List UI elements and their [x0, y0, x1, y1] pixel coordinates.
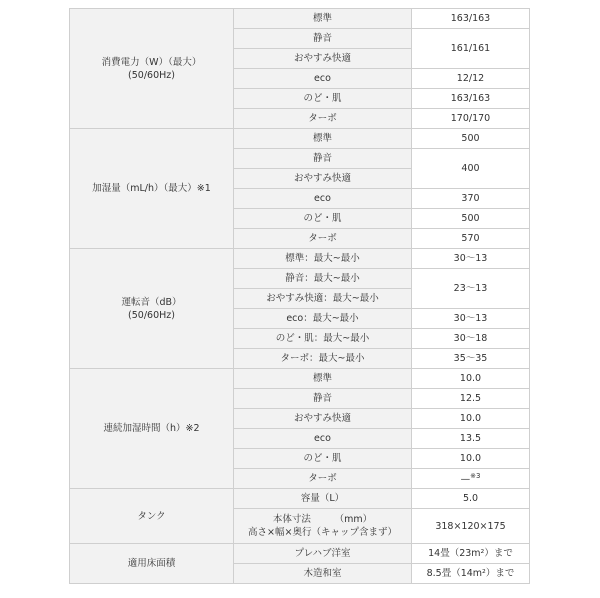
table-row [70, 9, 530, 29]
category-label: タンク [137, 510, 166, 522]
spec-value: 10.0 [412, 369, 530, 389]
mode-label: 静音 [234, 29, 412, 49]
mode-label: のど・肌 [234, 449, 412, 469]
mode-label: 容量（L） [234, 489, 412, 509]
spec-value: 5.0 [412, 489, 530, 509]
table-row [70, 249, 530, 269]
mode-label: プレハブ洋室 [234, 544, 412, 564]
mode-label: 標準：最大~最小 [234, 249, 412, 269]
spec-value: 500 [412, 209, 530, 229]
mode-label: eco [234, 429, 412, 449]
mode-label: 静音 [234, 149, 412, 169]
spec-value: 30～13 [412, 249, 530, 269]
category-cell-tank [70, 489, 234, 544]
mode-label: eco [234, 69, 412, 89]
mode-label: 静音 [234, 389, 412, 409]
mode-label: ターボ [234, 109, 412, 129]
spec-value: 10.0 [412, 409, 530, 429]
spec-value: 163/163 [412, 9, 530, 29]
mode-label: eco [234, 189, 412, 209]
mode-label: のど・肌：最大~最小 [234, 329, 412, 349]
category-cell-continuous-time [70, 369, 234, 489]
category-label: 連続加湿時間（h）※2 [103, 423, 200, 434]
mode-label-dimensions [234, 509, 412, 544]
table-row [70, 129, 530, 149]
spec-value: 370 [412, 189, 530, 209]
category-cell-power [70, 9, 234, 129]
spec-value-text: — [460, 474, 471, 486]
spec-value: 10.0 [412, 449, 530, 469]
category-cell-humidification [70, 129, 234, 249]
mode-label: 標準 [234, 9, 412, 29]
category-label: 適用床面積 [127, 558, 176, 569]
dimension-sublabel: 高さ×幅×奥行（キャップ含まず） [248, 527, 397, 538]
spec-value: 500 [412, 129, 530, 149]
mode-label: 標準 [234, 129, 412, 149]
mode-label: 木造和室 [234, 564, 412, 584]
mode-label: ターボ [234, 469, 412, 489]
spec-value: 14畳（23m²）まで [412, 544, 530, 564]
mode-label: ターボ：最大~最小 [234, 349, 412, 369]
category-cell-floor-area [70, 544, 234, 584]
spec-value: 163/163 [412, 89, 530, 109]
spec-value: 12.5 [412, 389, 530, 409]
spec-value: 170/170 [412, 109, 530, 129]
spec-value: 30～13 [412, 309, 530, 329]
spec-value [412, 469, 530, 489]
mode-label: おやすみ快適 [234, 409, 412, 429]
spec-value: 35～35 [412, 349, 530, 369]
category-sublabel: (50/60Hz) [128, 69, 175, 81]
category-sublabel: (50/60Hz) [128, 309, 175, 321]
spec-value: 12/12 [412, 69, 530, 89]
spec-value: 8.5畳（14m²）まで [412, 564, 530, 584]
spec-table [69, 8, 530, 584]
table-row [70, 489, 530, 509]
mode-label: のど・肌 [234, 209, 412, 229]
spec-value: 318×120×175 [412, 509, 530, 544]
mode-label: ターボ [234, 229, 412, 249]
mode-label: おやすみ快適：最大~最小 [234, 289, 412, 309]
mode-label: のど・肌 [234, 89, 412, 109]
category-label: 消費電力（W）（最大） [101, 56, 202, 68]
spec-value: 23～13 [412, 269, 530, 309]
spec-value: 400 [412, 149, 530, 189]
mode-label: おやすみ快適 [234, 169, 412, 189]
spec-value: 30～18 [412, 329, 530, 349]
spec-value: 13.5 [412, 429, 530, 449]
mode-label: 静音：最大~最小 [234, 269, 412, 289]
mode-label: 標準 [234, 369, 412, 389]
category-label: 加湿量（mL/h）（最大）※1 [92, 183, 211, 194]
dimension-label: 本体寸法 （mm） [272, 514, 373, 525]
footnote-marker: ※3 [470, 472, 481, 481]
mode-label: おやすみ快適 [234, 49, 412, 69]
spec-value: 570 [412, 229, 530, 249]
category-cell-noise [70, 249, 234, 369]
spec-value: 161/161 [412, 29, 530, 69]
table-row [70, 369, 530, 389]
table-row [70, 544, 530, 564]
mode-label: eco：最大~最小 [234, 309, 412, 329]
category-label: 運転音（dB） [121, 296, 182, 308]
